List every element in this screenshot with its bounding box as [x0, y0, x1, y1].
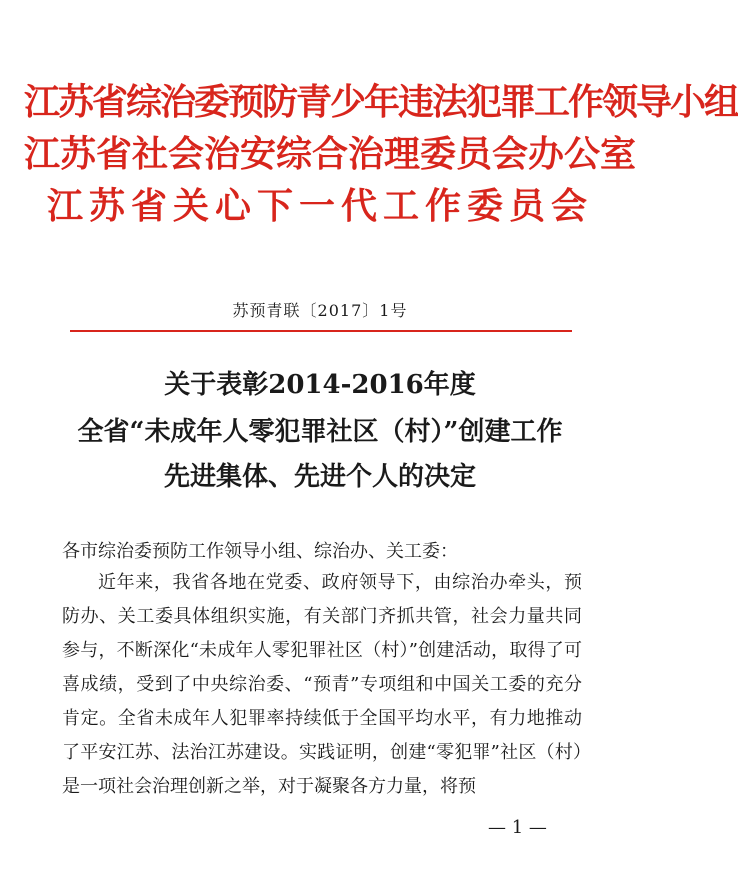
issuer-line-2: 江苏省社会治安综合治理委员会办公室 [24, 133, 637, 175]
issuer-line-3: 江苏省关心下一代工作委员会 [46, 185, 593, 227]
body-paragraph: 近年来，我省各地在党委、政府领导下，由综治办牵头，预防办、关工委具体组织实施，有关部门齐抓共管，社会力量共同参与，不断深化“未成年人零犯罪社区（村）”创建活动，取得了可喜成绩，受到了中央综治委、“预青”专项组和中国关工委的充分肯定。全省未成年人犯罪率持续低于全国平均水平，有力地推动了平安江苏、法治江苏建设。实践证明，创建“零犯罪”社区（村）是一项社会治理创新之举，对于凝聚各方力量，将预 [62, 572, 582, 797]
issuer-line-1: 江苏省综治委预防青少年违法犯罪工作领导小组 [24, 81, 738, 123]
red-divider [70, 330, 572, 332]
title-line-3: 先进集体、先进个人的决定 [163, 462, 476, 492]
title-line-1: 关于表彰2014-2016年度 [164, 370, 476, 400]
salutation: 各市综治委预防工作领导小组、综治办、关工委： [62, 541, 458, 562]
document-number: 苏预青联〔2017〕1号 [232, 301, 408, 320]
page-number: — 1 — [488, 817, 547, 838]
title-line-2: 全省“未成年人零犯罪社区（村）”创建工作 [77, 417, 563, 447]
